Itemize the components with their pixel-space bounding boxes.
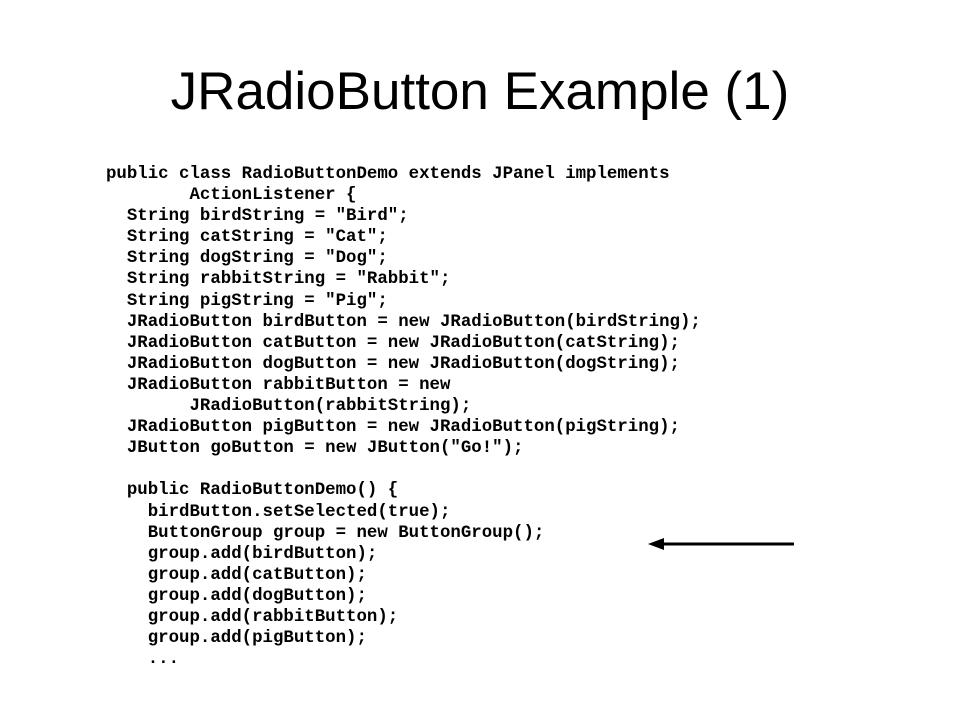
code-line: String dogString = "Dog"; <box>106 249 388 269</box>
code-line: String rabbitString = "Rabbit"; <box>106 270 451 290</box>
code-block <box>106 164 701 670</box>
code-line: JRadioButton pigButton = new JRadioButton(pigString); <box>106 418 680 438</box>
code-line: group.add(rabbitButton); <box>106 607 399 627</box>
code-line: JRadioButton rabbitButton = new <box>106 375 451 395</box>
code-line: JRadioButton(rabbitString); <box>106 397 472 417</box>
left-arrow-icon <box>648 536 796 552</box>
code-line: birdButton.setSelected(true); <box>106 502 451 522</box>
code-line: JRadioButton catButton = new JRadioButton(catString); <box>106 333 680 353</box>
code-line: group.add(dogButton); <box>106 586 367 606</box>
code-line: group.add(pigButton); <box>106 629 367 649</box>
code-line: ActionListener { <box>106 186 357 206</box>
code-line <box>106 459 701 480</box>
code-line: JRadioButton birdButton = new JRadioButton(birdString); <box>106 312 701 332</box>
code-line: group.add(birdButton); <box>106 544 378 564</box>
code-line: JRadioButton dogButton = new JRadioButton(dogString); <box>106 354 680 374</box>
code-line: ... <box>106 650 180 670</box>
code-line: String birdString = "Bird"; <box>106 207 409 227</box>
code-line: public RadioButtonDemo() { <box>106 481 399 501</box>
code-line: String pigString = "Pig"; <box>106 291 388 311</box>
code-line: String catString = "Cat"; <box>106 228 388 248</box>
code-line: ButtonGroup group = new ButtonGroup(); <box>106 523 545 543</box>
code-line: public class RadioButtonDemo extends JPanel implements <box>106 165 670 184</box>
code-line: group.add(catButton); <box>106 565 367 585</box>
code-line: JButton goButton = new JButton("Go!"); <box>106 439 524 459</box>
slide-title: JRadioButton Example (1) <box>170 62 790 121</box>
